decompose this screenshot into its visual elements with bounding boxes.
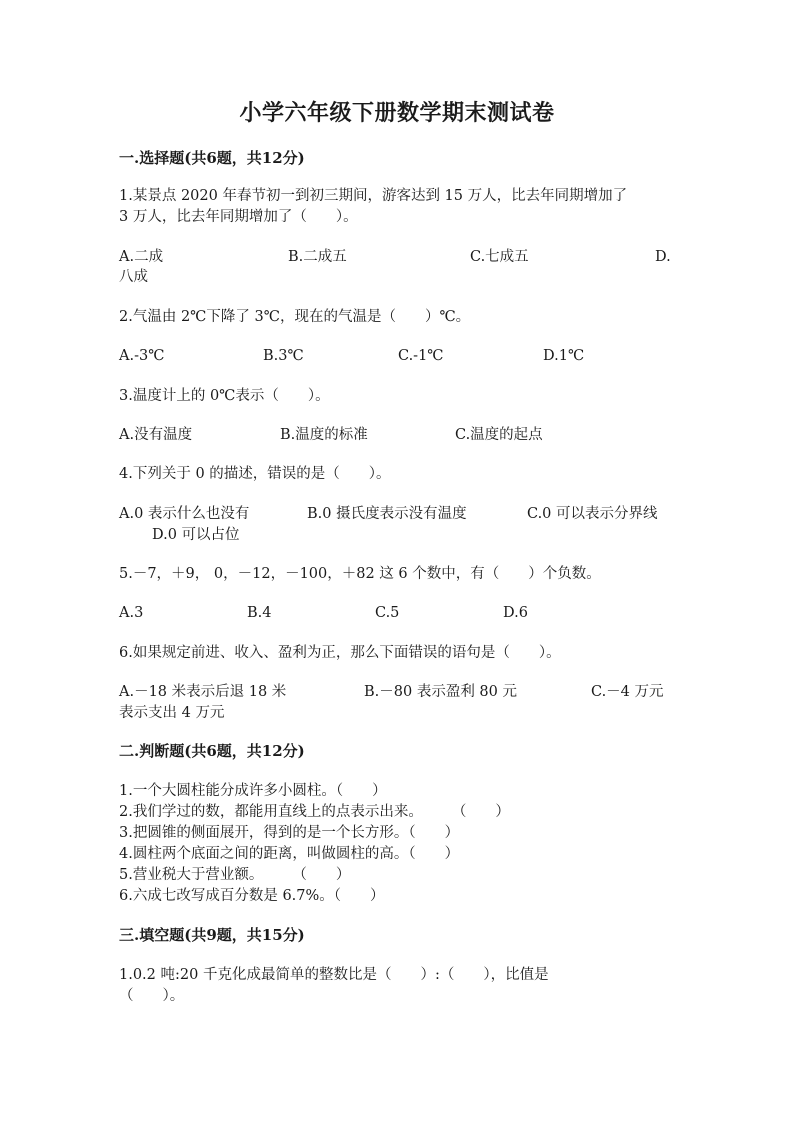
judge-item: 5.营业税大于营业额。 （ ） — [119, 867, 351, 883]
question-3: 3.温度计上的 0℃表示（ ）。 — [119, 388, 330, 404]
judge-item: 1.一个大圆柱能分成许多小圆柱。（ ） — [119, 783, 387, 799]
question-5: 5.－7，＋9， 0，－12，－100，＋82 这 6 个数中，有（ ）个负数。 — [119, 566, 601, 582]
q5-option-b: B.4 — [247, 605, 272, 621]
fill-question-1-line-2: （ ）。 — [119, 988, 185, 1004]
q3-option-c: C.温度的起点 — [455, 427, 543, 443]
q4-option-c: C.0 可以表示分界线 — [527, 506, 658, 522]
q6-option-b: B.－80 表示盈利 80 元 — [364, 684, 517, 700]
section-heading-fill: 三.填空题(共9题，共15分) — [119, 926, 305, 944]
q5-option-d: D.6 — [503, 605, 528, 621]
q6-option-c-prefix: C.－4 万元 — [591, 684, 664, 700]
judge-item: 2.我们学过的数，都能用直线上的点表示出来。 （ ） — [119, 804, 510, 820]
q1-option-d-prefix: D. — [655, 249, 671, 265]
q5-option-c: C.5 — [375, 605, 400, 621]
question-2: 2.气温由 2℃下降了 3℃，现在的气温是（ ）℃。 — [119, 309, 471, 325]
q6-option-a: A.－18 米表示后退 18 米 — [119, 684, 287, 700]
section-heading-judge: 二.判断题(共6题，共12分) — [119, 742, 305, 760]
q3-option-b: B.温度的标准 — [280, 427, 368, 443]
q1-option-c: C.七成五 — [470, 249, 529, 265]
q2-option-b: B.3℃ — [263, 348, 304, 364]
q1-option-d-text: 八成 — [119, 269, 148, 285]
section-heading-choice: 一.选择题(共6题，共12分) — [119, 149, 305, 167]
q1-option-a: A.二成 — [119, 249, 164, 265]
judge-item: 4.圆柱两个底面之间的距离，叫做圆柱的高。（ ） — [119, 846, 460, 862]
fill-question-1-line-1: 1.0.2 吨:20 千克化成最简单的整数比是（ ）:（ ），比值是 — [119, 967, 549, 983]
judge-item: 6.六成七改写成百分数是 6.7%。（ ） — [119, 888, 385, 904]
judge-item: 3.把圆锥的侧面展开，得到的是一个长方形。（ ） — [119, 825, 460, 841]
q3-option-a: A.没有温度 — [119, 427, 193, 443]
q4-option-b: B.0 摄氏度表示没有温度 — [307, 506, 467, 522]
q1-option-b: B.二成五 — [288, 249, 347, 265]
q4-option-d: D.0 可以占位 — [152, 527, 240, 543]
q6-option-c-text: 表示支出 4 万元 — [119, 705, 225, 721]
q2-option-a: A.-3℃ — [119, 348, 165, 364]
question-1-line-1: 1.某景点 2020 年春节初一到初三期间，游客达到 15 万人，比去年同期增加了 — [119, 188, 628, 204]
q5-option-a: A.3 — [119, 605, 144, 621]
question-4: 4.下列关于 0 的描述，错误的是（ ）。 — [119, 466, 391, 482]
q2-option-c: C.-1℃ — [398, 348, 444, 364]
question-1-line-2: 3 万人，比去年同期增加了（ ）。 — [119, 209, 358, 225]
question-6: 6.如果规定前进、收入、盈利为正，那么下面错误的语句是（ ）。 — [119, 645, 561, 661]
q4-option-a: A.0 表示什么也没有 — [119, 506, 250, 522]
q2-option-d: D.1℃ — [543, 348, 585, 364]
page-title: 小学六年级下册数学期末测试卷 — [239, 100, 555, 126]
